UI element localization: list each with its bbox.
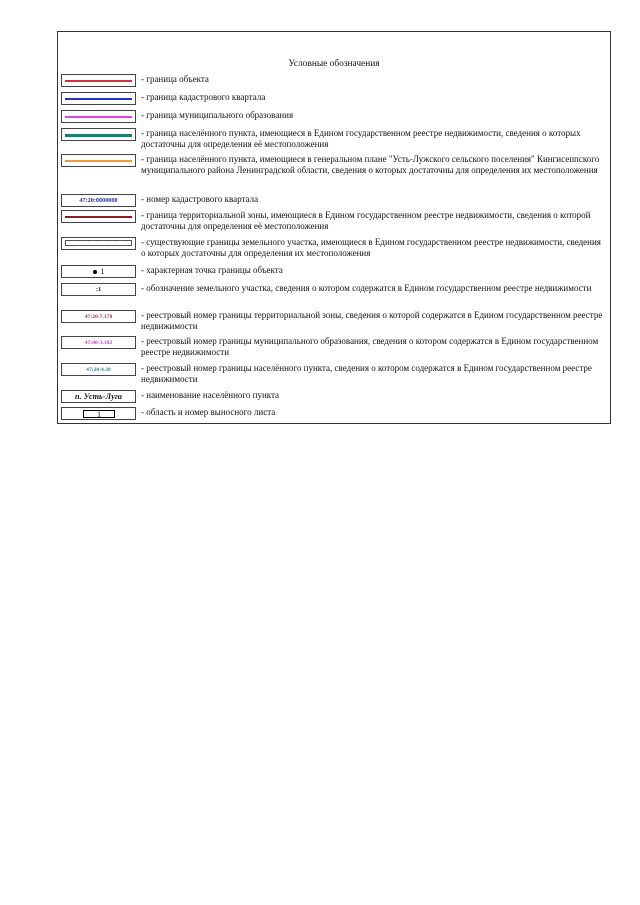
point-number: 1 bbox=[100, 267, 105, 276]
symbol-cadastral-quarter-number bbox=[61, 194, 136, 207]
symbol-settlement-boundary-egrn bbox=[61, 128, 136, 141]
legend-text: - наименование населённого пункта bbox=[141, 390, 280, 400]
legend-text: - реестровый номер границы территориальной зоны, сведения о которой содержатся в Едином государственном реестре недвижимости bbox=[141, 310, 603, 332]
legend-title: Условные обозначения bbox=[288, 59, 380, 69]
code-label: :1 bbox=[95, 286, 102, 293]
code-label: 47:20-7.178 bbox=[84, 314, 113, 320]
sheet-number-box: 1 bbox=[83, 410, 115, 418]
line-swatch bbox=[65, 80, 132, 82]
legend-text: - реестровый номер границы муниципального образования, сведения о котором содержатся в Едином государственном реестре недвижимости bbox=[141, 336, 599, 358]
legend-text: - граница населённого пункта, имеющиеся в генеральном плане "Усть-Лужского сельского поселения" Кингисеппского муниципального района Ленинградской области, сведения о которых достаточны для определения их местоположения bbox=[141, 154, 600, 176]
line-swatch bbox=[65, 116, 132, 118]
legend-text: - граница территориальной зоны, имеющиеся в Едином государственном реестре недвижимости, сведения о которой достаточны для определения её местоположения bbox=[141, 210, 591, 232]
line-swatch bbox=[65, 98, 132, 100]
legend-text: - граница объекта bbox=[141, 74, 209, 84]
symbol-municipal-boundary bbox=[61, 110, 136, 123]
symbol-object-boundary bbox=[61, 74, 136, 87]
symbol-settlement-registry-number bbox=[61, 363, 136, 376]
symbol-remote-sheet bbox=[61, 407, 136, 420]
settlement-name-label: п. Усть-Луга bbox=[75, 392, 122, 401]
symbol-land-plot-boundary bbox=[61, 237, 159, 250]
symbol-land-plot-designation bbox=[61, 283, 136, 296]
symbol-zone-registry-number bbox=[61, 310, 136, 323]
code-label: 47:20:0000000 bbox=[79, 197, 118, 204]
point-marker bbox=[62, 266, 135, 278]
legend-text: - существующие границы земельного участка, имеющиеся в Едином государственном реестре недвижимости, сведения о которых достаточны для определения их местоположения bbox=[141, 237, 601, 259]
code-label: 47:20-4.38 bbox=[86, 367, 111, 373]
legend-text: - граница кадастрового квартала bbox=[141, 92, 266, 102]
code-label: 47:00-3.102 bbox=[84, 340, 113, 346]
symbol-settlement-name bbox=[61, 390, 136, 403]
symbol-cadastral-quarter-boundary bbox=[61, 92, 136, 105]
line-swatch bbox=[65, 160, 132, 162]
line-swatch bbox=[65, 216, 132, 218]
point-dot-icon bbox=[93, 270, 97, 274]
symbol-characteristic-point bbox=[61, 265, 136, 278]
legend-text: - номер кадастрового квартала bbox=[141, 194, 259, 204]
dotted-swatch bbox=[65, 237, 159, 246]
legend-box bbox=[57, 31, 611, 424]
dotted-pattern: · · · · · · · · · · bbox=[68, 237, 159, 246]
line-swatch bbox=[65, 134, 132, 137]
symbol-municipal-registry-number bbox=[61, 336, 136, 349]
legend-text: - граница населённого пункта, имеющиеся в Едином государственном реестре недвижимости, сведения о которых достаточны для определения её местоположения bbox=[141, 128, 581, 150]
legend-text: - область и номер выносного листа bbox=[141, 407, 276, 417]
legend-text: - реестровый номер границы населённого пункта, сведения о котором содержатся в Едином государственном реестре недвижимости bbox=[141, 363, 592, 385]
legend-text: - характерная точка границы объекта bbox=[141, 265, 283, 275]
legend-text: - граница муниципального образования bbox=[141, 110, 294, 120]
symbol-settlement-boundary-general-plan bbox=[61, 154, 136, 167]
legend-text: - обозначение земельного участка, сведения о котором содержатся в Едином государственном реестре недвижимости bbox=[141, 283, 592, 293]
symbol-territorial-zone-boundary bbox=[61, 210, 136, 223]
